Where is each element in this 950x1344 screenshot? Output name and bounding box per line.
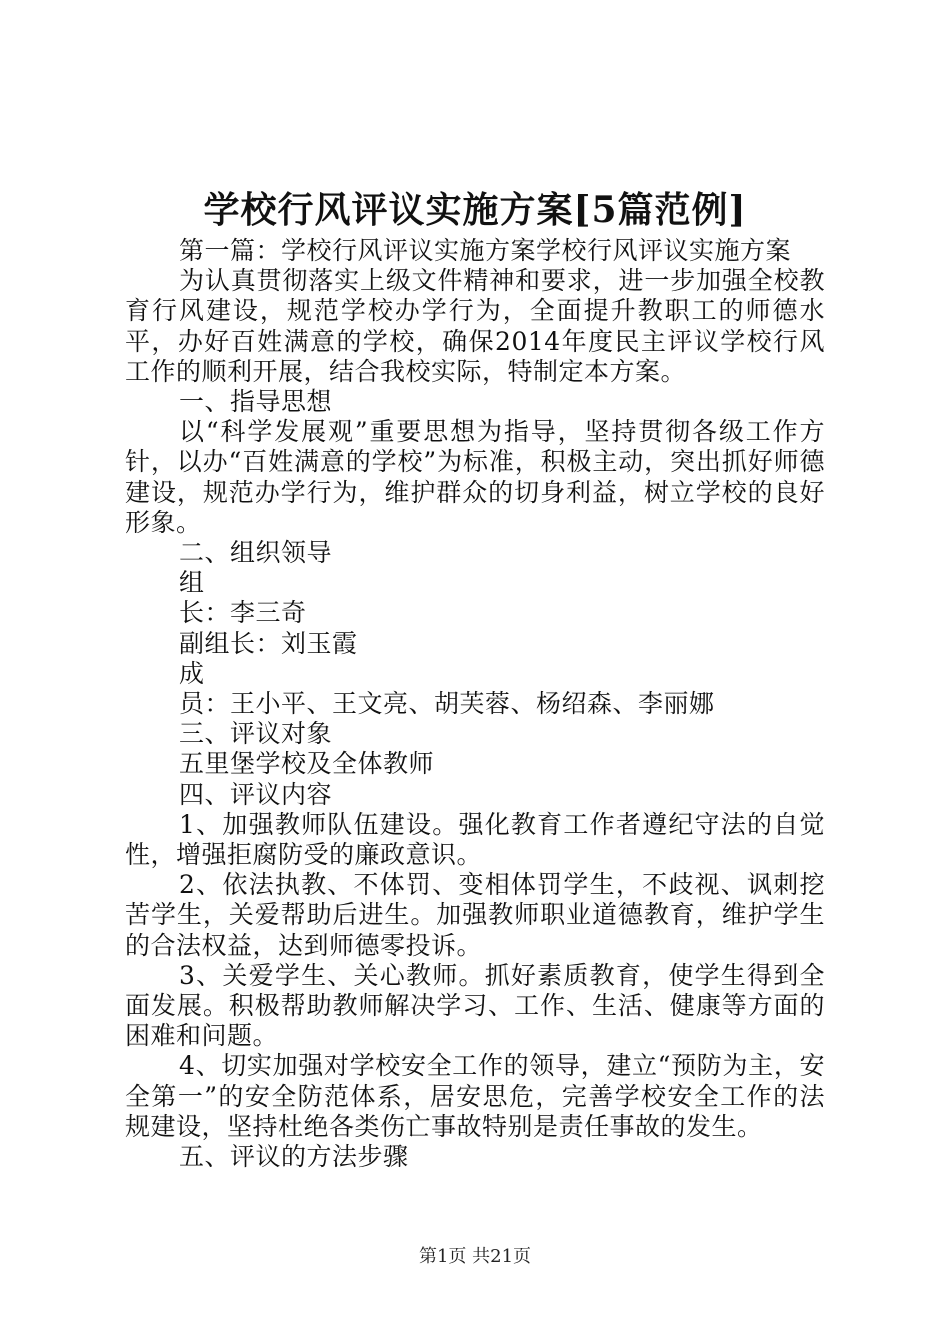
- section-heading-guiding-ideology: 一、指导思想: [179, 387, 333, 417]
- paragraph-leader: 长：李三奇: [179, 598, 307, 628]
- paragraph-item-2: 2、依法执教、不体罚、变相体罚学生，不歧视、讽刺挖苦学生，关爱帮助后进生。加强教师职业道德教育，维护学生的合法权益，达到师德零投诉。: [125, 870, 825, 960]
- paragraph-intro: 为认真贯彻落实上级文件精神和要求，进一步加强全校教育行风建设，规范学校办学行为，全面提升教职工的师德水平，办好百姓满意的学校，确保2014年度民主评议学校行风工作的顺利开展，结合我校实际，特制定本方案。: [125, 266, 825, 386]
- paragraph-guiding-ideology: 以“科学发展观”重要思想为指导，坚持贯彻各级工作方针，以办“百姓满意的学校”为标准，积极主动，突出抓好师德建设，规范办学行为，维护群众的切身利益，树立学校的良好形象。: [125, 417, 825, 537]
- paragraph-review-target: 五里堡学校及全体教师: [179, 749, 435, 779]
- section-heading-review-method: 五、评议的方法步骤: [179, 1142, 409, 1172]
- page-footer: 第1页 共21页: [418, 1246, 532, 1267]
- document-title: 学校行风评议实施方案[5篇范例]: [203, 189, 747, 231]
- paragraph-item-1: 1、加强教师队伍建设。强化教育工作者遵纪守法的自觉性，增强拒腐防受的廉政意识。: [125, 809, 825, 870]
- paragraph-item-3: 3、关爱学生、关心教师。抓好素质教育，使学生得到全面发展。积极帮助教师解决学习、工作、生活、健康等方面的困难和问题。: [125, 960, 825, 1051]
- paragraph-deputy-leader: 副组长：刘玉霞: [179, 628, 358, 658]
- section-heading-review-target: 三、评议对象: [179, 719, 333, 749]
- document-body: [125, 236, 825, 1172]
- paragraph-members: 员：王小平、王文亮、胡芙蓉、杨绍森、李丽娜: [179, 689, 715, 719]
- paragraph-item-4: 4、切实加强对学校安全工作的领导，建立“预防为主，安全第一”的安全防范体系，居安思危，完善学校安全工作的法规建设，坚持杜绝各类伤亡事故特别是责任事故的发生。: [125, 1051, 825, 1141]
- section-heading-review-content: 四、评议内容: [179, 779, 333, 809]
- section-heading-organization: 二、组织领导: [179, 538, 333, 568]
- paragraph-chapter-heading: 第一篇：学校行风评议实施方案学校行风评议实施方案: [179, 236, 792, 265]
- paragraph-members-label: 成: [179, 658, 205, 688]
- paragraph-leader-label: 组: [179, 568, 205, 598]
